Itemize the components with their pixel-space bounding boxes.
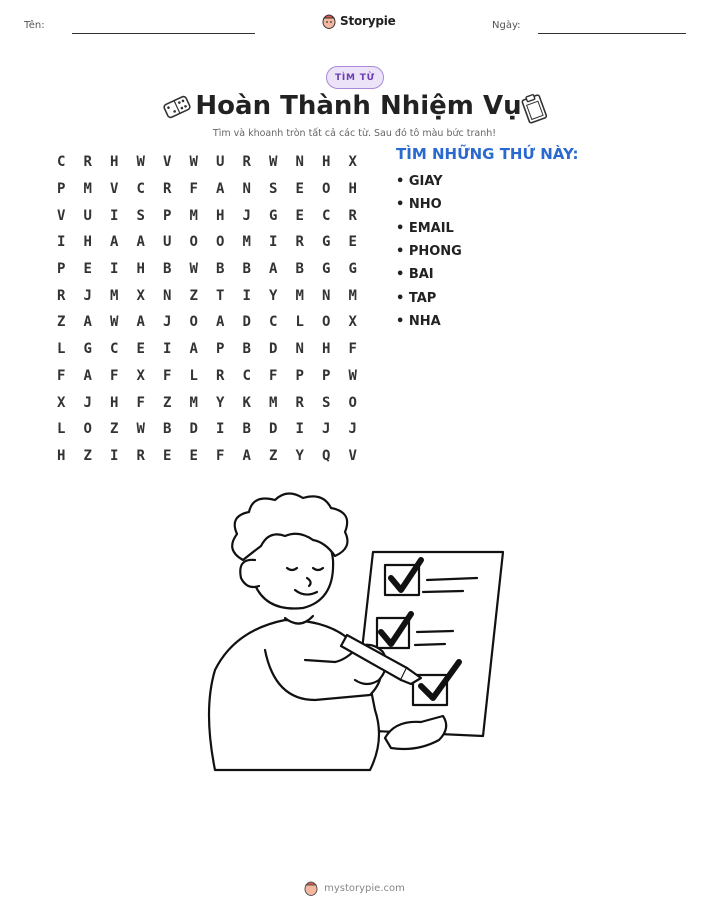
grid-letter[interactable]: J xyxy=(163,314,172,331)
grid-letter[interactable]: M xyxy=(242,234,251,251)
clipboard-icon xyxy=(518,92,550,124)
grid-letter[interactable]: S xyxy=(322,394,331,411)
date-label: Ngày: xyxy=(492,20,521,31)
grid-row xyxy=(48,363,366,390)
grid-letter[interactable]: I xyxy=(163,341,172,358)
grid-letter[interactable]: O xyxy=(189,234,198,251)
grid-letter[interactable]: L xyxy=(57,341,66,358)
grid-letter[interactable]: M xyxy=(189,394,198,411)
grid-letter[interactable]: B xyxy=(295,261,304,278)
grid-letter[interactable]: G xyxy=(322,234,331,251)
grid-letter[interactable]: B xyxy=(163,261,172,278)
grid-letter[interactable]: A xyxy=(216,181,225,198)
grid-letter[interactable]: W xyxy=(110,314,119,331)
grid-letter[interactable]: A xyxy=(136,314,145,331)
grid-letter[interactable]: R xyxy=(242,154,251,171)
grid-letter[interactable]: W xyxy=(189,154,198,171)
grid-letter[interactable]: Z xyxy=(189,287,198,304)
grid-letter[interactable]: U xyxy=(163,234,172,251)
grid-letter[interactable]: W xyxy=(189,261,198,278)
brand-name: Storypie xyxy=(340,14,396,28)
grid-letter[interactable]: M xyxy=(189,207,198,224)
grid-letter[interactable]: Z xyxy=(57,314,66,331)
grid-letter[interactable]: O xyxy=(322,314,331,331)
grid-letter[interactable]: O xyxy=(189,314,198,331)
page-title: Hoàn Thành Nhiệm Vụ xyxy=(195,91,522,121)
grid-letter[interactable]: W xyxy=(136,421,145,438)
grid-letter[interactable]: A xyxy=(189,341,198,358)
grid-letter[interactable]: F xyxy=(136,394,145,411)
grid-letter[interactable]: J xyxy=(242,207,251,224)
grid-letter[interactable]: M xyxy=(348,287,357,304)
grid-letter[interactable]: I xyxy=(110,207,119,224)
grid-letter[interactable]: N xyxy=(295,154,304,171)
grid-letter[interactable]: W xyxy=(269,154,278,171)
word-search-badge: TÌM TỪ xyxy=(326,66,384,89)
grid-letter[interactable]: Y xyxy=(295,447,304,464)
grid-letter[interactable]: R xyxy=(295,394,304,411)
grid-row xyxy=(48,256,366,283)
grid-letter[interactable]: F xyxy=(110,367,119,384)
grid-row xyxy=(48,176,366,203)
grid-letter[interactable]: S xyxy=(136,207,145,224)
grid-row xyxy=(48,416,366,443)
letter-grid xyxy=(48,149,366,469)
grid-letter[interactable]: I xyxy=(295,421,304,438)
grid-letter[interactable]: E xyxy=(348,234,357,251)
grid-letter[interactable]: R xyxy=(83,154,92,171)
grid-letter[interactable]: J xyxy=(83,394,92,411)
grid-letter[interactable]: H xyxy=(83,234,92,251)
grid-letter[interactable]: C xyxy=(136,181,145,198)
grid-letter[interactable]: I xyxy=(57,234,66,251)
grid-letter[interactable]: H xyxy=(57,447,66,464)
grid-letter[interactable]: O xyxy=(83,421,92,438)
brand-logo xyxy=(322,13,396,29)
grid-letter[interactable]: G xyxy=(348,261,357,278)
storypie-logo-icon xyxy=(304,880,318,896)
grid-letter[interactable]: F xyxy=(216,447,225,464)
grid-letter[interactable]: N xyxy=(163,287,172,304)
grid-letter[interactable]: U xyxy=(216,154,225,171)
name-line[interactable] xyxy=(72,33,255,34)
grid-letter[interactable]: R xyxy=(216,367,225,384)
footer-url[interactable]: mystorypie.com xyxy=(324,882,405,894)
instructions: Tìm và khoanh tròn tất cả các từ. Sau đó tô màu bức tranh! xyxy=(212,128,497,139)
grid-letter[interactable]: G xyxy=(322,261,331,278)
grid-letter[interactable]: P xyxy=(57,181,66,198)
grid-letter[interactable]: V xyxy=(110,181,119,198)
grid-letter[interactable]: F xyxy=(269,367,278,384)
grid-letter[interactable]: M xyxy=(295,287,304,304)
grid-letter[interactable]: L xyxy=(57,421,66,438)
grid-letter[interactable]: X xyxy=(57,394,66,411)
name-label: Tên: xyxy=(24,20,45,31)
grid-letter[interactable]: I xyxy=(110,447,119,464)
grid-letter[interactable]: F xyxy=(163,367,172,384)
grid-letter[interactable]: A xyxy=(83,314,92,331)
grid-letter[interactable]: N xyxy=(295,341,304,358)
grid-letter[interactable]: E xyxy=(295,181,304,198)
grid-letter[interactable]: H xyxy=(110,394,119,411)
grid-letter[interactable]: E xyxy=(136,341,145,358)
grid-letter[interactable]: M xyxy=(110,287,119,304)
grid-letter[interactable]: I xyxy=(110,261,119,278)
storypie-logo-icon xyxy=(322,13,336,29)
grid-row xyxy=(48,389,366,416)
grid-letter[interactable]: C xyxy=(242,367,251,384)
grid-letter[interactable]: B xyxy=(216,261,225,278)
grid-letter[interactable]: O xyxy=(348,394,357,411)
grid-letter[interactable]: A xyxy=(269,261,278,278)
grid-letter[interactable]: I xyxy=(242,287,251,304)
grid-letter[interactable]: X xyxy=(348,314,357,331)
word-item: • EMAIL xyxy=(396,220,454,236)
grid-letter[interactable]: F xyxy=(57,367,66,384)
grid-letter[interactable]: M xyxy=(269,394,278,411)
grid-letter[interactable]: Z xyxy=(83,447,92,464)
grid-letter[interactable]: G xyxy=(83,341,92,358)
word-item: • GIAY xyxy=(396,174,443,190)
grid-letter[interactable]: Q xyxy=(322,447,331,464)
word-item: • BAI xyxy=(396,267,434,283)
grid-letter[interactable]: F xyxy=(189,181,198,198)
grid-letter[interactable]: N xyxy=(322,287,331,304)
grid-letter[interactable]: C xyxy=(57,154,66,171)
grid-letter[interactable]: R xyxy=(348,207,357,224)
grid-letter[interactable]: J xyxy=(348,421,357,438)
grid-letter[interactable]: X xyxy=(136,367,145,384)
grid-letter[interactable]: S xyxy=(269,181,278,198)
grid-letter[interactable]: O xyxy=(216,234,225,251)
illustration-boy-checklist xyxy=(195,490,505,780)
grid-letter[interactable]: P xyxy=(216,341,225,358)
grid-letter[interactable]: E xyxy=(189,447,198,464)
grid-letter[interactable]: I xyxy=(216,421,225,438)
grid-letter[interactable]: R xyxy=(57,287,66,304)
grid-letter[interactable]: M xyxy=(83,181,92,198)
word-item: • NHO xyxy=(396,197,442,213)
grid-letter[interactable]: H xyxy=(136,261,145,278)
grid-letter[interactable]: E xyxy=(163,447,172,464)
find-list-title: TÌM NHỮNG THỨ NÀY: xyxy=(396,145,579,163)
grid-letter[interactable]: X xyxy=(348,154,357,171)
grid-letter[interactable]: Z xyxy=(110,421,119,438)
grid-letter[interactable]: D xyxy=(242,314,251,331)
grid-letter[interactable]: C xyxy=(110,341,119,358)
grid-row xyxy=(48,309,366,336)
grid-letter[interactable]: O xyxy=(322,181,331,198)
grid-letter[interactable]: A xyxy=(242,447,251,464)
grid-letter[interactable]: E xyxy=(83,261,92,278)
grid-letter[interactable]: L xyxy=(189,367,198,384)
grid-letter[interactable]: A xyxy=(136,234,145,251)
grid-letter[interactable]: K xyxy=(242,394,251,411)
footer xyxy=(0,880,709,896)
word-list xyxy=(396,170,462,333)
grid-letter[interactable]: F xyxy=(348,341,357,358)
grid-letter[interactable]: D xyxy=(269,421,278,438)
grid-letter[interactable]: L xyxy=(295,314,304,331)
grid-letter[interactable]: V xyxy=(57,207,66,224)
grid-row xyxy=(48,202,366,229)
grid-letter[interactable]: Y xyxy=(216,394,225,411)
grid-letter[interactable]: H xyxy=(216,207,225,224)
grid-letter[interactable]: C xyxy=(322,207,331,224)
grid-letter[interactable]: H xyxy=(322,154,331,171)
grid-letter[interactable]: T xyxy=(216,287,225,304)
word-item: • TAP xyxy=(396,290,437,306)
grid-letter[interactable]: R xyxy=(295,234,304,251)
grid-row xyxy=(48,443,366,470)
grid-letter[interactable]: A xyxy=(83,367,92,384)
grid-letter[interactable]: P xyxy=(295,367,304,384)
grid-letter[interactable]: D xyxy=(189,421,198,438)
grid-letter[interactable]: Z xyxy=(269,447,278,464)
grid-letter[interactable]: X xyxy=(136,287,145,304)
grid-row xyxy=(48,282,366,309)
grid-letter[interactable]: Y xyxy=(269,287,278,304)
grid-letter[interactable]: A xyxy=(216,314,225,331)
grid-letter[interactable]: P xyxy=(57,261,66,278)
grid-letter[interactable]: H xyxy=(322,341,331,358)
grid-letter[interactable]: G xyxy=(269,207,278,224)
date-line[interactable] xyxy=(538,33,686,34)
grid-row xyxy=(48,229,366,256)
word-item: • PHONG xyxy=(396,244,462,260)
grid-letter[interactable]: V xyxy=(348,447,357,464)
grid-letter[interactable]: W xyxy=(348,367,357,384)
grid-letter[interactable]: B xyxy=(163,421,172,438)
grid-letter[interactable]: B xyxy=(242,421,251,438)
word-item: • NHA xyxy=(396,313,441,329)
grid-letter[interactable]: H xyxy=(348,181,357,198)
grid-row xyxy=(48,149,366,176)
grid-letter[interactable]: D xyxy=(269,341,278,358)
grid-letter[interactable]: R xyxy=(163,181,172,198)
grid-letter[interactable]: V xyxy=(163,154,172,171)
grid-letter[interactable]: P xyxy=(322,367,331,384)
grid-letter[interactable]: R xyxy=(136,447,145,464)
grid-letter[interactable]: H xyxy=(110,154,119,171)
grid-letter[interactable]: Z xyxy=(163,394,172,411)
grid-letter[interactable]: C xyxy=(269,314,278,331)
grid-letter[interactable]: W xyxy=(136,154,145,171)
grid-letter[interactable]: J xyxy=(322,421,331,438)
grid-letter[interactable]: B xyxy=(242,341,251,358)
grid-letter[interactable]: J xyxy=(83,287,92,304)
grid-letter[interactable]: I xyxy=(269,234,278,251)
grid-letter[interactable]: U xyxy=(83,207,92,224)
grid-letter[interactable]: P xyxy=(163,207,172,224)
grid-letter[interactable]: A xyxy=(110,234,119,251)
grid-letter[interactable]: N xyxy=(242,181,251,198)
grid-row xyxy=(48,336,366,363)
grid-letter[interactable]: B xyxy=(242,261,251,278)
grid-letter[interactable]: E xyxy=(295,207,304,224)
